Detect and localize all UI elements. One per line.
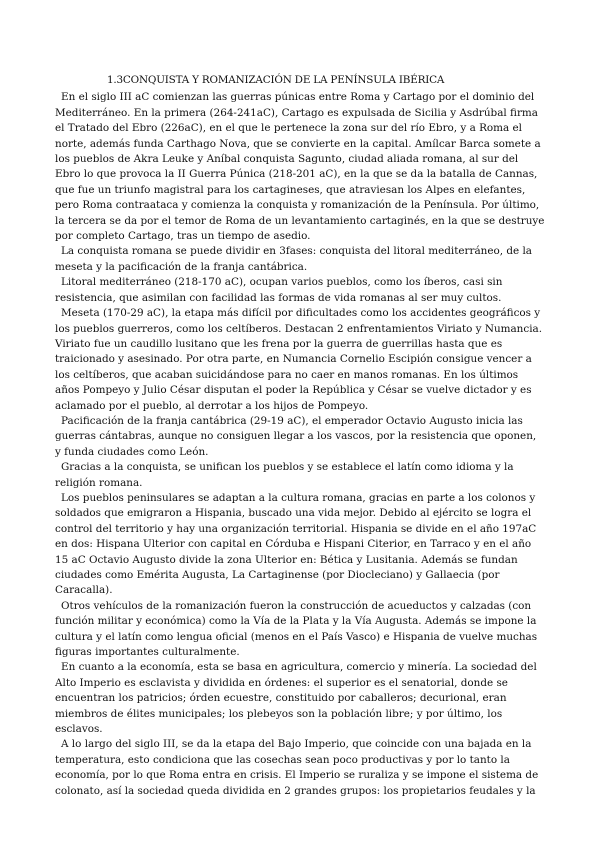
paragraph-late-empire: A lo largo del siglo III, se da la etapa del Bajo Imperio, que coincide con una bajada en la temperatura, esto condiciona que las cosechas sean poco productivas y por lo tanto la economía, por lo que Roma entra en crisis. El Imperio se ruraliza y se impone el sistema de colonato, así la sociedad queda dividida en 2 grandes grupos: los propietarios feudales y la xyxy=(55,738,539,797)
document-page xyxy=(55,73,545,799)
section-title: 1.3CONQUISTA Y ROMANIZACIÓN DE LA PENÍNSULA IBÉRICA xyxy=(107,74,445,86)
paragraph-roman-culture: Los pueblos peninsulares se adaptan a la cultura romana, gracias en parte a los colonos y soldados que emigraron a Hispania, buscado una vida mejor. Debido al ejército se logra el control del territorio y hay una organización territorial. Hispania se divide en el año 197aC en dos: Hispana Ulterior con capital en Córduba e Hispani Citerior, en Tarraco y en el año 15 aC Octavio Augusto divide la zona Ulterior en: Bética y Lusitania. Además se fundan ciudades como Eméritа Augusta, La Cartaginense (por Diocleciano) y Gallaecia (por Caracalla). xyxy=(55,491,537,597)
paragraph-economy-society: En cuanto a la economía, esta se basa en agricultura, comercio y minería. La sociedad del Alto Imperio es esclavista y dividida en órdenes: el superior es el senatorial, donde se encuentran los patricios; órden ecuestre, constituido por caballeros; decurional, eran miembros de élites municipales; los plebeyos son la población libre; y por último, los esclavos. xyxy=(55,661,537,736)
paragraph-romanization-vehicles: Otros vehículos de la romanización fueron la construcción de acueductos y calzadas (con función militar y económica) como la Vía de la Plata y la Vía Augusta. Además se impone la cultura y el latín como lengua oficial (menos en el País Vasco) e Hispania de vuelve muchas figuras importantes culturalmente. xyxy=(55,599,538,659)
paragraph-cantabrian-strip: Pacificación de la franja cantábrica (29-19 aC), el emperador Octavio Augusto inicia las guerras cántabras, aunque no consiguen llegar a los vascos, por la resistencia que oponen, y funda ciudades como León. xyxy=(55,414,537,458)
paragraph-meseta: Meseta (170-29 aC), la etapa más difícil por dificultades como los accidentes geográficos y los pueblos guerreros, como los celtíberos. Destacan 2 enfrentamientos Viriato y Numancia. Viriato fue un caudillo lusitano que les frena por la guerra de guerrillas hasta que es traicionado y asesinado. Por otra parte, en Numancia Cornelio Escipión consigue vencer a los celtíberos, que acaban suicidándose para no caer en manos romanas. En los últimos años Pompeyo y Julio César disputan el poder la República y César se vuelve dictador y es aclamado por el pueblo, al derrotar a los hijos de Pompeyo. xyxy=(55,307,543,412)
paragraph-unification: Gracias a la conquista, se unifican los pueblos y se establece el latín como idioma y la religión romana. xyxy=(55,461,514,489)
paragraph-punic-wars: En el siglo III aC comienzan las guerras púnicas entre Roma y Cartago por el dominio del Mediterráneo. En la primera (264-241aC), Cartago es expulsada de Sicilia y Asdrúbal firma el Tratado del Ebro (226aC), en el que le pertenece la zona sur del río Ebro, y a Roma el norte, además funda Carthago Nova, que se convierte en la capital. Amílcar Barca somete a los pueblos de Akra Leuke y Aníbal conquista Sagunto, ciudad aliada romana, al sur del Ebro lo que provoca la II Guerra Púnica (218-201 aC), en la que se da la batalla de Cannas, que fue un triunfo magistral para los cartagineses, que atraviesan los Alpes en elefantes, pero Roma contraataca y comienza la conquista y romanización de la Península. Por último, la tercera se da por el temor de Roma de un levantamiento cartaginés, en la que se destruye por completo Cartago, tras un tiempo de asedio. xyxy=(55,91,545,243)
paragraph-conquest-phases: La conquista romana se puede dividir en 3fases: conquista del litoral mediterráneo, de la meseta y la pacificación de la franja cantábrica. xyxy=(55,245,532,273)
paragraph-mediterranean-coast: Litoral mediterráneo (218-170 aC), ocupan varios pueblos, como los íberos, casi sin resistencia, que asimilan con facilidad las formas de vida romanas al ser muy cultos. xyxy=(55,276,503,304)
